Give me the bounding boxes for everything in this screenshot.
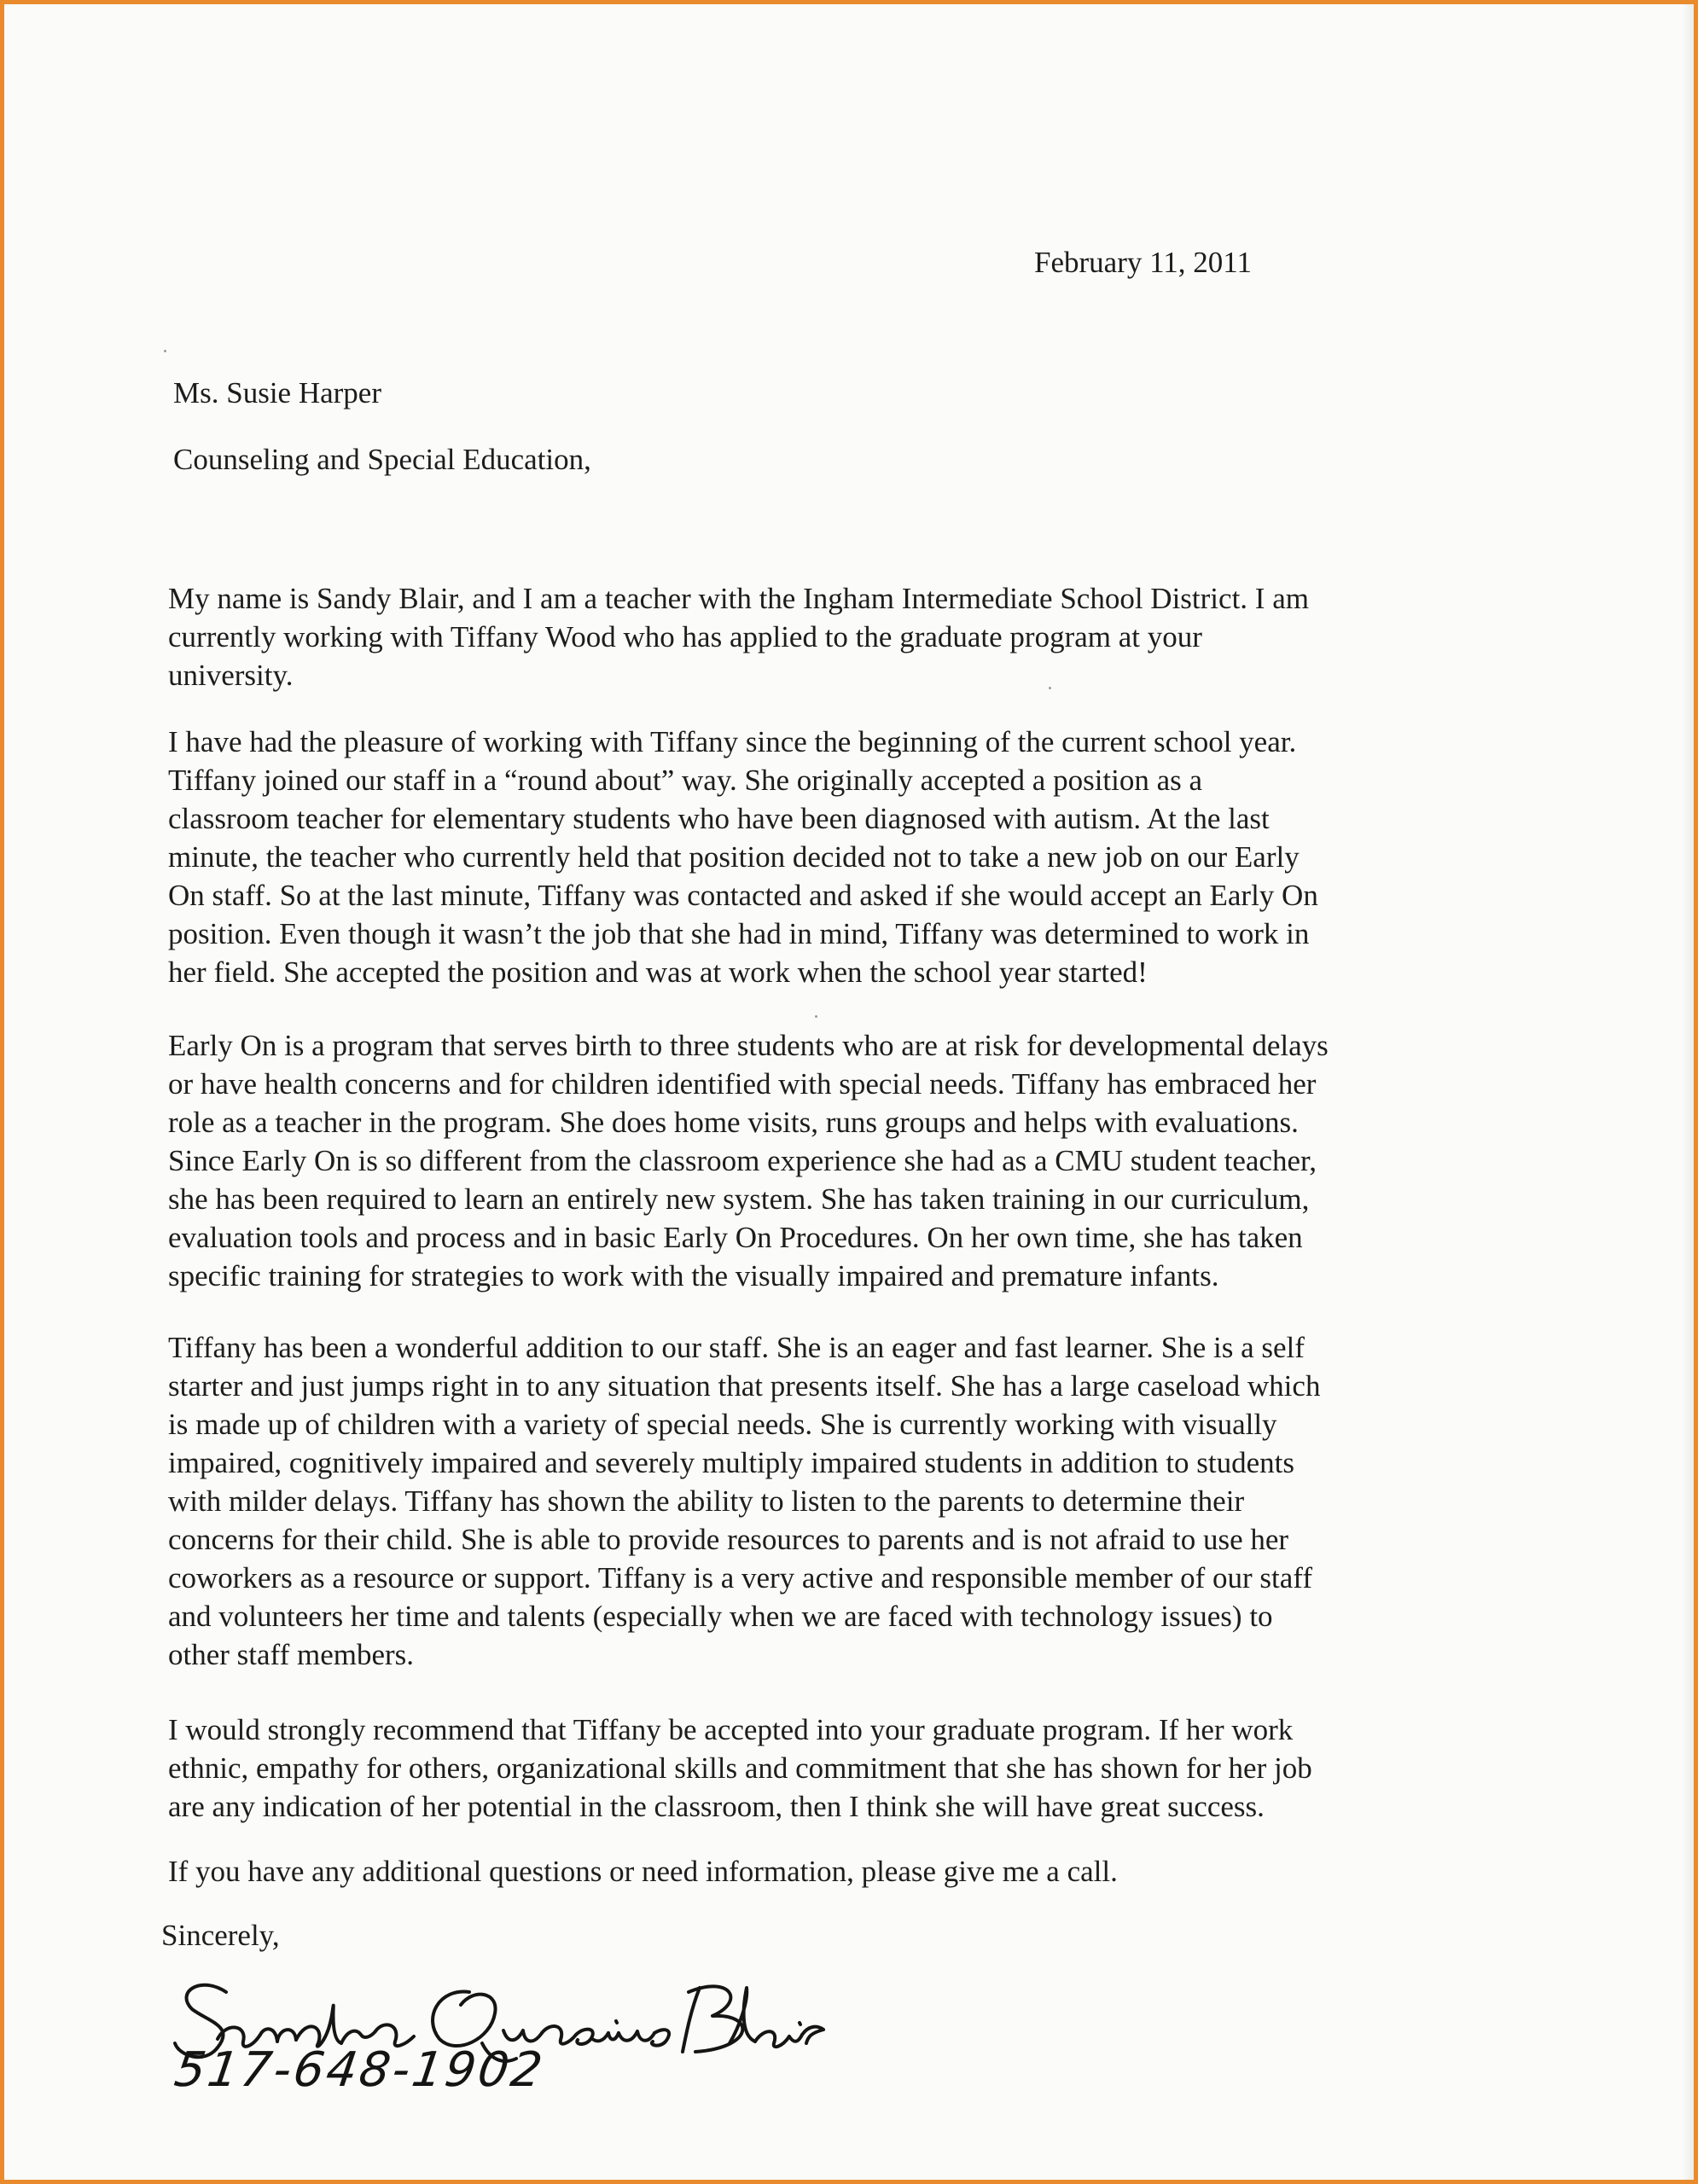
text-line: On staff. So at the last minute, Tiffany was contacted and asked if she would accept an Early On — [168, 879, 1318, 912]
text-line: I would strongly recommend that Tiffany be accepted into your graduate program. If her work — [168, 1713, 1294, 1746]
text-line: If you have any additional questions or need information, please give me a call. — [168, 1855, 1118, 1888]
text-line: Tiffany joined our staff in a “round about” way. She originally accepted a position as a — [168, 764, 1203, 797]
letter-closing: Sincerely, — [161, 1919, 280, 1952]
text-line: currently working with Tiffany Wood who has applied to the graduate program at your — [168, 620, 1202, 653]
text-line: I have had the pleasure of working with Tiffany since the beginning of the current school year. — [168, 725, 1297, 758]
text-line: are any indication of her potential in the classroom, then I think she will have great success. — [168, 1790, 1265, 1823]
text-line: her field. She accepted the position and was at work when the school year started! — [168, 956, 1148, 989]
text-line: minute, the teacher who currently held that position decided not to take a new job on our Early — [168, 840, 1300, 874]
paragraph-background — [168, 723, 1499, 991]
paragraph-introduction — [168, 579, 1499, 694]
letter-date: February 11, 2011 — [1034, 246, 1252, 279]
text-line: coworkers as a resource or support. Tiffany is a very active and responsible member of our staff — [168, 1561, 1312, 1594]
recipient-department: Counseling and Special Education, — [173, 443, 591, 476]
text-line: and volunteers her time and talents (especially when we are faced with technology issues) to — [168, 1600, 1273, 1633]
text-line: Early On is a program that serves birth to three students who are at risk for developmental delays — [168, 1029, 1329, 1062]
paragraph-contact — [168, 1852, 1499, 1891]
text-line: Since Early On is so different from the classroom experience she had as a CMU student teacher, — [168, 1144, 1317, 1177]
text-line: starter and just jumps right in to any situation that presents itself. She has a large caseload which — [168, 1369, 1321, 1403]
text-line: university. — [168, 659, 294, 692]
handwritten-phone-number: 517-648-1902 — [171, 2042, 549, 2098]
text-line: ethnic, empathy for others, organizational skills and commitment that she has shown for her job — [168, 1751, 1312, 1785]
text-line: Tiffany has been a wonderful addition to our staff. She is an eager and fast learner. She is a self — [168, 1331, 1305, 1364]
text-line: My name is Sandy Blair, and I am a teacher with the Ingham Intermediate School District. I am — [168, 582, 1309, 615]
scan-edge-shadow — [1682, 4, 1694, 2180]
text-line: she has been required to learn an entirely new system. She has taken training in our curriculum, — [168, 1182, 1310, 1216]
text-line: or have health concerns and for children identified with special needs. Tiffany has embraced her — [168, 1067, 1317, 1101]
paragraph-recommendation — [168, 1711, 1499, 1826]
text-line: concerns for their child. She is able to provide resources to parents and is not afraid to use her — [168, 1523, 1289, 1556]
text-line: with milder delays. Tiffany has shown the ability to listen to the parents to determine their — [168, 1484, 1245, 1518]
text-line: other staff members. — [168, 1638, 415, 1671]
text-line: classroom teacher for elementary students who have been diagnosed with autism. At the last — [168, 802, 1270, 835]
text-line: role as a teacher in the program. She does home visits, runs groups and helps with evaluations. — [168, 1106, 1299, 1139]
text-line: evaluation tools and process and in basic Early On Procedures. On her own time, she has taken — [168, 1221, 1303, 1254]
text-line: specific training for strategies to work with the visually impaired and premature infants. — [168, 1259, 1219, 1292]
scan-speck — [1049, 687, 1051, 689]
paragraph-program — [168, 1026, 1499, 1295]
paragraph-qualities — [168, 1328, 1499, 1674]
text-line: position. Even though it wasn’t the job that she had in mind, Tiffany was determined to work in — [168, 917, 1310, 950]
scan-speck — [164, 350, 166, 352]
scan-speck — [815, 1015, 817, 1018]
text-line: is made up of children with a variety of special needs. She is currently working with visually — [168, 1408, 1277, 1441]
text-line: impaired, cognitively impaired and severely multiply impaired students in addition to students — [168, 1446, 1295, 1479]
recipient-name: Ms. Susie Harper — [173, 376, 381, 410]
